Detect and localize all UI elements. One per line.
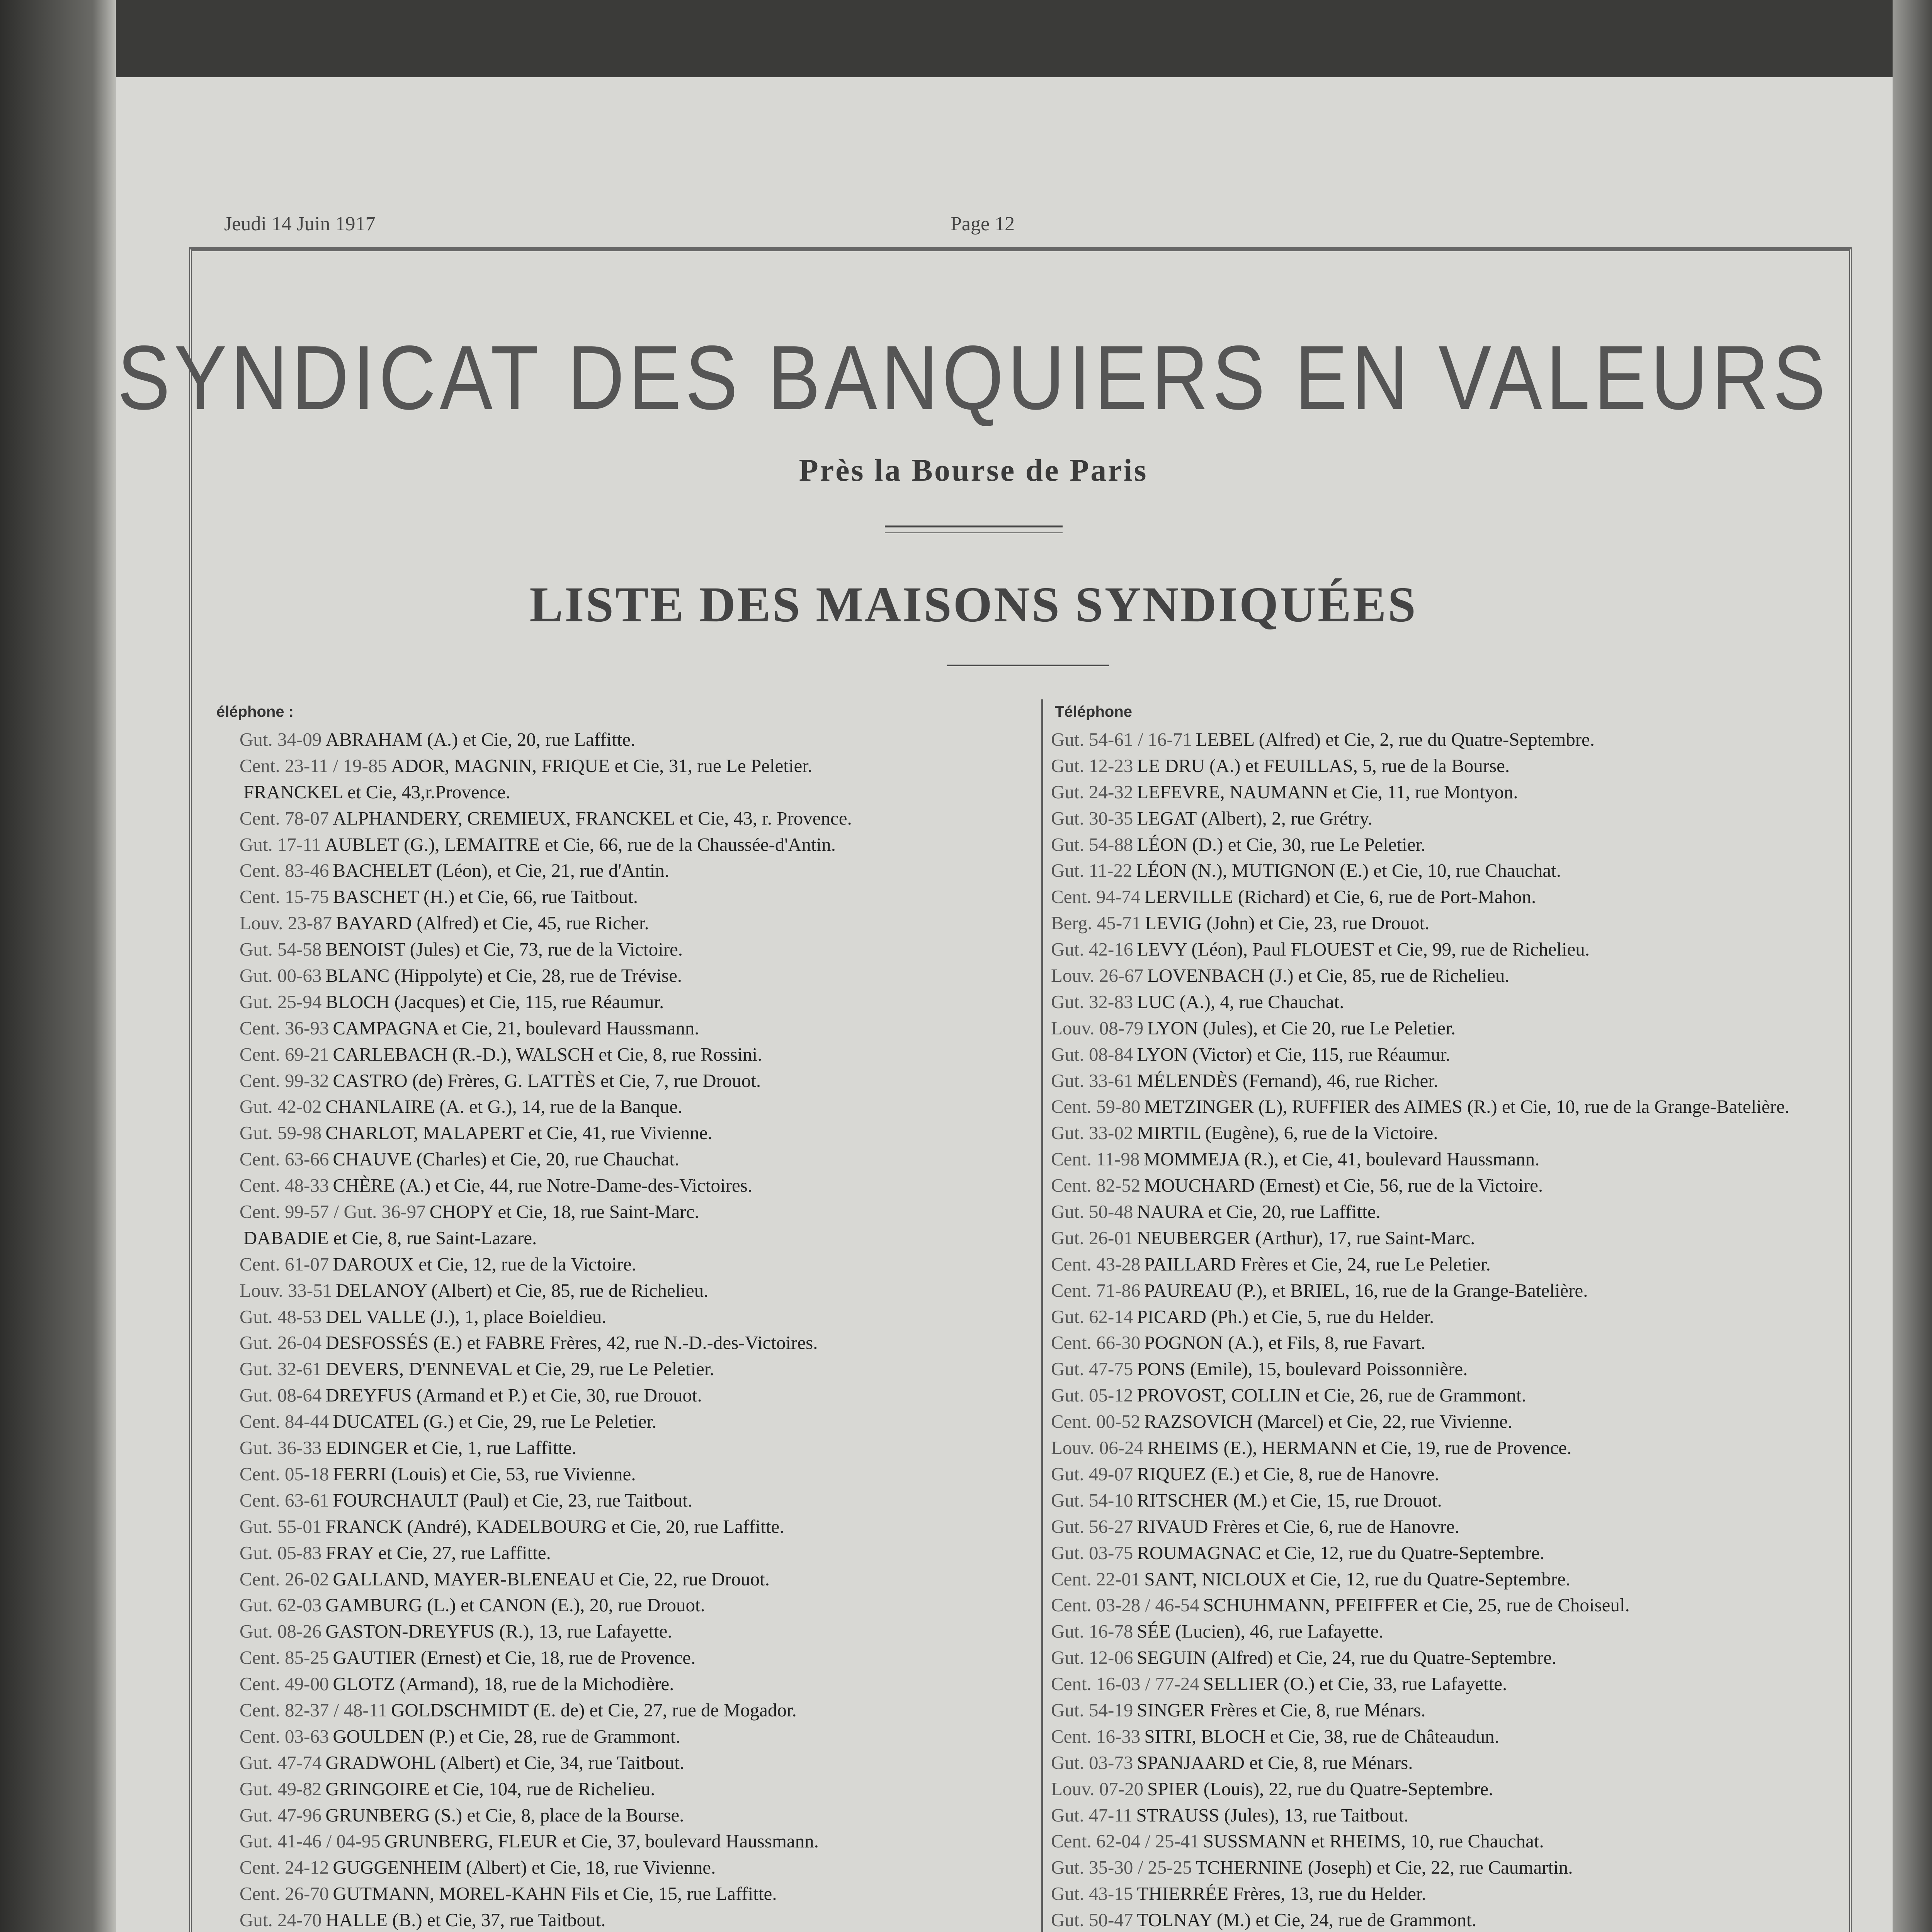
member-entry xyxy=(240,1277,852,1304)
member-entry xyxy=(1051,779,1789,805)
member-entry xyxy=(1051,1120,1789,1146)
phone-code: Gut. 49-82 xyxy=(240,1778,322,1799)
phone-code: Cent. 36-93 xyxy=(240,1017,329,1039)
member-text: SANT, NICLOUX et Cie, 12, rue du Quatre-Septembre. xyxy=(1144,1568,1571,1590)
member-text: SUSSMANN et RHEIMS, 10, rue Chauchat. xyxy=(1203,1830,1544,1852)
member-entry xyxy=(240,1881,852,1907)
member-entry xyxy=(1051,1251,1789,1277)
member-entry xyxy=(1051,1199,1789,1225)
member-entry xyxy=(240,1251,852,1277)
phone-code: Gut. 32-83 xyxy=(1051,991,1133,1012)
phone-code: Gut. 47-11 xyxy=(1051,1804,1133,1826)
member-entry xyxy=(240,1356,852,1382)
member-entry xyxy=(240,963,852,989)
member-entry xyxy=(240,1408,852,1435)
member-text: METZINGER (L), RUFFIER des AIMES (R.) et Cie, 10, rue de la Grange-Batelière. xyxy=(1144,1096,1790,1117)
header-page-number: Page 12 xyxy=(951,213,1015,235)
member-text: ABRAHAM (A.) et Cie, 20, rue Laffitte. xyxy=(325,729,636,750)
scan-left-edge xyxy=(0,0,116,1932)
member-entry xyxy=(240,884,852,910)
phone-code: Gut. 36-33 xyxy=(240,1437,322,1459)
phone-code: Cent. 83-46 xyxy=(240,860,329,881)
member-entry xyxy=(1051,1015,1789,1041)
member-entry xyxy=(1051,1802,1789,1828)
member-entry xyxy=(240,857,852,884)
member-entry xyxy=(1051,1671,1789,1697)
phone-code: Gut. 62-14 xyxy=(1051,1306,1133,1327)
phone-code: Cent. 43-28 xyxy=(1051,1253,1141,1275)
scan-right-edge xyxy=(1893,0,1932,1932)
member-entry xyxy=(1051,910,1789,936)
member-text: POGNON (A.), et Fils, 8, rue Favart. xyxy=(1144,1332,1426,1354)
member-entry xyxy=(1051,1881,1789,1907)
phone-code: Cent. 24-12 xyxy=(240,1857,329,1878)
member-entry xyxy=(240,1592,852,1618)
member-entry xyxy=(240,1487,852,1514)
phone-code: Gut. 54-58 xyxy=(240,939,322,960)
phone-code: Gut. 24-32 xyxy=(1051,781,1133,803)
phone-code: Gut. 00-63 xyxy=(240,965,322,986)
phone-code: Gut. 35-30 / 25-25 xyxy=(1051,1857,1192,1878)
member-text: DREYFUS (Armand et P.) et Cie, 30, rue Drouot. xyxy=(325,1384,702,1406)
phone-code: Gut. 54-61 / 16-71 xyxy=(1051,729,1192,750)
member-entry xyxy=(1051,1041,1789,1068)
member-text: GUGGENHEIM (Albert) et Cie, 18, rue Vivienne. xyxy=(333,1857,716,1878)
phone-code: Louv. 23-87 xyxy=(240,912,332,934)
phone-code: Cent. 26-02 xyxy=(240,1568,329,1590)
member-text: GALLAND, MAYER-BLENEAU et Cie, 22, rue Drouot. xyxy=(333,1568,770,1590)
phone-code: Louv. 08-79 xyxy=(1051,1017,1144,1039)
phone-code: Cent. 16-03 / 77-24 xyxy=(1051,1673,1199,1695)
phone-code: Gut. 42-16 xyxy=(1051,939,1133,960)
member-text: FRAY et Cie, 27, rue Laffitte. xyxy=(325,1542,551,1563)
phone-code: Gut. 33-61 xyxy=(1051,1070,1133,1091)
column-separator xyxy=(1041,699,1043,1932)
phone-code: Gut. 12-06 xyxy=(1051,1647,1133,1668)
member-entry xyxy=(240,1068,852,1094)
member-text: FOURCHAULT (Paul) et Cie, 23, rue Taitbout. xyxy=(333,1489,693,1511)
member-text: BENOIST (Jules) et Cie, 73, rue de la Victoire. xyxy=(325,939,683,960)
member-entry xyxy=(240,1015,852,1041)
member-text: DELANOY (Albert) et Cie, 85, rue de Richelieu. xyxy=(336,1279,709,1301)
list-title-rule xyxy=(947,665,1109,666)
phone-code: Berg. 45-71 xyxy=(1051,912,1141,934)
member-text: LUC (A.), 4, rue Chauchat. xyxy=(1137,991,1344,1012)
member-text: BLANC (Hippolyte) et Cie, 28, rue de Trévise. xyxy=(325,965,682,986)
phone-code: Gut. 49-07 xyxy=(1051,1463,1133,1485)
phone-code: Cent. 63-61 xyxy=(240,1489,329,1511)
member-entry xyxy=(1051,989,1789,1015)
phone-code: Gut. 47-96 xyxy=(240,1804,322,1826)
member-text: ALPHANDERY, CREMIEUX, FRANCKEL et Cie, 43, r. Provence. xyxy=(333,807,852,829)
phone-code: Cent. 00-52 xyxy=(1051,1411,1141,1432)
member-entry xyxy=(240,1225,852,1251)
left-member-list xyxy=(240,726,852,1932)
member-entry xyxy=(1051,1068,1789,1094)
member-text: SINGER Frères et Cie, 8, rue Ménars. xyxy=(1137,1699,1426,1721)
member-entry xyxy=(240,1540,852,1566)
phone-code: Cent. 16-33 xyxy=(1051,1725,1141,1747)
member-entry xyxy=(240,1041,852,1068)
phone-code: Cent. 78-07 xyxy=(240,807,329,829)
member-text: GRUNBERG (S.) et Cie, 8, place de la Bourse. xyxy=(325,1804,684,1826)
phone-code: Cent. 62-04 / 25-41 xyxy=(1051,1830,1199,1852)
phone-code: Gut. 42-02 xyxy=(240,1096,322,1117)
member-text: LEFEVRE, NAUMANN et Cie, 11, rue Montyon. xyxy=(1137,781,1518,803)
member-text: CHANLAIRE (A. et G.), 14, rue de la Banque. xyxy=(325,1096,683,1117)
member-text: CASTRO (de) Frères, G. LATTÈS et Cie, 7, rue Drouot. xyxy=(333,1070,761,1091)
member-entry xyxy=(240,1907,852,1932)
member-text: FRANCKEL et Cie, 43,r.Provence. xyxy=(243,781,510,803)
member-entry xyxy=(240,1854,852,1881)
member-text: SPIER (Louis), 22, rue du Quatre-Septembre. xyxy=(1147,1778,1493,1799)
member-text: CAMPAGNA et Cie, 21, boulevard Haussmann. xyxy=(333,1017,699,1039)
member-text: BLOCH (Jacques) et Cie, 115, rue Réaumur. xyxy=(325,991,664,1012)
member-entry xyxy=(240,1750,852,1776)
member-entry xyxy=(240,910,852,936)
member-entry xyxy=(1051,1697,1789,1723)
member-text: DEL VALLE (J.), 1, place Boieldieu. xyxy=(325,1306,607,1327)
member-text: STRAUSS (Jules), 13, rue Taitbout. xyxy=(1136,1804,1409,1826)
member-text: LERVILLE (Richard) et Cie, 6, rue de Port-Mahon. xyxy=(1144,886,1536,908)
member-text: SCHUHMANN, PFEIFFER et Cie, 25, rue de Choiseul. xyxy=(1203,1594,1630,1616)
member-entry xyxy=(240,1146,852,1172)
phone-code: Gut. 05-83 xyxy=(240,1542,322,1563)
member-entry xyxy=(1051,1094,1789,1120)
scan-top-border xyxy=(0,0,1932,77)
member-entry xyxy=(1051,1487,1789,1514)
member-text: GLOTZ (Armand), 18, rue de la Michodière. xyxy=(333,1673,674,1695)
phone-code: Gut. 50-47 xyxy=(1051,1909,1133,1931)
phone-code: Cent. 26-70 xyxy=(240,1883,329,1905)
member-entry xyxy=(1051,857,1789,884)
member-entry xyxy=(240,1304,852,1330)
phone-code: Gut. 32-61 xyxy=(240,1358,322,1380)
right-column-header: Téléphone xyxy=(1055,703,1133,720)
phone-code: Louv. 26-67 xyxy=(1051,965,1144,986)
member-text: FERRI (Louis) et Cie, 53, rue Vivienne. xyxy=(333,1463,636,1485)
phone-code: Gut. 26-04 xyxy=(240,1332,322,1354)
phone-code: Cent. 05-18 xyxy=(240,1463,329,1485)
member-text: TOLNAY (M.) et Cie, 24, rue de Grammont. xyxy=(1137,1909,1477,1931)
member-entry xyxy=(1051,1172,1789,1199)
phone-code: Cent. 59-80 xyxy=(1051,1096,1141,1117)
member-entry xyxy=(240,1776,852,1802)
phone-code: Gut. 03-75 xyxy=(1051,1542,1133,1563)
member-text: NAURA et Cie, 20, rue Laffitte. xyxy=(1137,1201,1381,1223)
member-text: AUBLET (G.), LEMAITRE et Cie, 66, rue de la Chaussée-d'Antin. xyxy=(325,833,836,855)
phone-code: Gut. 59-98 xyxy=(240,1122,322,1144)
phone-code: Cent. 82-52 xyxy=(1051,1175,1141,1196)
member-text: TCHERNINE (Joseph) et Cie, 22, rue Caumartin. xyxy=(1196,1857,1573,1878)
phone-code: Gut. 33-02 xyxy=(1051,1122,1133,1144)
phone-code: Gut. 17-11 xyxy=(240,833,321,855)
phone-code: Gut. 34-09 xyxy=(240,729,322,750)
member-text: MÉLENDÈS (Fernand), 46, rue Richer. xyxy=(1137,1070,1439,1091)
phone-code: Louv. 33-51 xyxy=(240,1279,332,1301)
member-entry xyxy=(240,726,852,753)
member-text: ROUMAGNAC et Cie, 12, rue du Quatre-Septembre. xyxy=(1137,1542,1544,1563)
member-text: MIRTIL (Eugène), 6, rue de la Victoire. xyxy=(1137,1122,1438,1144)
member-entry xyxy=(1051,1723,1789,1750)
member-entry xyxy=(240,1461,852,1487)
member-entry xyxy=(1051,1618,1789,1645)
member-entry xyxy=(1051,1408,1789,1435)
member-text: CHÈRE (A.) et Cie, 44, rue Notre-Dame-des-Victoires. xyxy=(333,1175,752,1196)
phone-code: Cent. 69-21 xyxy=(240,1043,329,1065)
title-rule xyxy=(885,526,1063,527)
phone-code: Louv. 07-20 xyxy=(1051,1778,1144,1799)
left-column-header: éléphone : xyxy=(216,703,294,720)
member-text: CHOPY et Cie, 18, rue Saint-Marc. xyxy=(429,1201,699,1223)
member-text: GAUTIER (Ernest) et Cie, 18, rue de Provence. xyxy=(333,1647,696,1668)
member-text: FRANCK (André), KADELBOURG et Cie, 20, rue Laffitte. xyxy=(325,1515,784,1537)
member-entry xyxy=(1051,1645,1789,1671)
phone-code: Gut. 30-35 xyxy=(1051,807,1133,829)
phone-code: Gut. 55-01 xyxy=(240,1515,322,1537)
member-text: LE DRU (A.) et FEUILLAS, 5, rue de la Bourse. xyxy=(1137,755,1510,776)
right-member-list xyxy=(1051,726,1789,1932)
member-entry xyxy=(1051,1461,1789,1487)
member-entry xyxy=(1051,1382,1789,1408)
member-entry xyxy=(1051,1277,1789,1304)
phone-code: Gut. 47-75 xyxy=(1051,1358,1133,1380)
member-text: GOULDEN (P.) et Cie, 28, rue de Grammont. xyxy=(333,1725,680,1747)
member-text: LYON (Victor) et Cie, 115, rue Réaumur. xyxy=(1137,1043,1451,1065)
member-entry xyxy=(1051,805,1789,832)
phone-code: Gut. 12-23 xyxy=(1051,755,1133,776)
member-entry xyxy=(1051,1854,1789,1881)
member-text: LYON (Jules), et Cie 20, rue Le Peletier. xyxy=(1147,1017,1456,1039)
phone-code: Gut. 54-19 xyxy=(1051,1699,1133,1721)
phone-code: Cent. 99-57 / Gut. 36-97 xyxy=(240,1201,426,1223)
phone-code: Gut. 50-48 xyxy=(1051,1201,1133,1223)
phone-code: Gut. 41-46 / 04-95 xyxy=(240,1830,381,1852)
phone-code: Gut. 05-12 xyxy=(1051,1384,1133,1406)
member-entry xyxy=(1051,1225,1789,1251)
phone-code: Cent. 49-00 xyxy=(240,1673,329,1695)
member-entry xyxy=(240,1671,852,1697)
member-text: DABADIE et Cie, 8, rue Saint-Lazare. xyxy=(243,1227,537,1248)
member-text: RIQUEZ (E.) et Cie, 8, rue de Hanovre. xyxy=(1137,1463,1439,1485)
member-text: SITRI, BLOCH et Cie, 38, rue de Châteaudun. xyxy=(1144,1725,1499,1747)
phone-code: Gut. 03-73 xyxy=(1051,1752,1133,1773)
member-entry xyxy=(240,1199,852,1225)
member-entry xyxy=(1051,1514,1789,1540)
member-text: BASCHET (H.) et Cie, 66, rue Taitbout. xyxy=(333,886,638,908)
phone-code: Gut. 47-74 xyxy=(240,1752,322,1773)
member-entry xyxy=(1051,1146,1789,1172)
phone-code: Cent. 66-30 xyxy=(1051,1332,1141,1354)
member-text: PONS (Emile), 15, boulevard Poissonnière. xyxy=(1137,1358,1468,1380)
member-entry xyxy=(1051,1907,1789,1932)
phone-code: Cent. 61-07 xyxy=(240,1253,329,1275)
member-entry xyxy=(240,1514,852,1540)
member-text: PROVOST, COLLIN et Cie, 26, rue de Grammont. xyxy=(1137,1384,1526,1406)
member-entry xyxy=(240,1435,852,1461)
member-entry xyxy=(1051,963,1789,989)
phone-code: Cent. 63-66 xyxy=(240,1148,329,1170)
phone-code: Cent. 23-11 / 19-85 xyxy=(240,755,387,776)
phone-code: Cent. 71-86 xyxy=(1051,1279,1141,1301)
member-text: NEUBERGER (Arthur), 17, rue Saint-Marc. xyxy=(1137,1227,1475,1248)
phone-code: Gut. 48-53 xyxy=(240,1306,322,1327)
phone-code: Gut. 08-26 xyxy=(240,1621,322,1642)
member-text: SPANJAARD et Cie, 8, rue Ménars. xyxy=(1137,1752,1413,1773)
member-text: BACHELET (Léon), et Cie, 21, rue d'Antin. xyxy=(333,860,670,881)
member-text: GASTON-DREYFUS (R.), 13, rue Lafayette. xyxy=(325,1621,672,1642)
phone-code: Gut. 54-10 xyxy=(1051,1489,1133,1511)
phone-code: Cent. 94-74 xyxy=(1051,886,1141,908)
member-text: LÉON (N.), MUTIGNON (E.) et Cie, 10, rue Chauchat. xyxy=(1136,860,1561,881)
member-entry xyxy=(240,1330,852,1356)
member-entry xyxy=(240,1618,852,1645)
member-text: BAYARD (Alfred) et Cie, 45, rue Richer. xyxy=(336,912,649,934)
member-text: LOVENBACH (J.) et Cie, 85, rue de Richelieu. xyxy=(1147,965,1510,986)
member-text: DAROUX et Cie, 12, rue de la Victoire. xyxy=(333,1253,636,1275)
header-date: Jeudi 14 Juin 1917 xyxy=(224,213,376,235)
member-entry xyxy=(1051,936,1789,963)
title-rule-thin xyxy=(885,532,1063,533)
member-text: CARLEBACH (R.-D.), WALSCH et Cie, 8, rue Rossini. xyxy=(333,1043,762,1065)
member-text: PICARD (Ph.) et Cie, 5, rue du Helder. xyxy=(1137,1306,1434,1327)
member-text: ADOR, MAGNIN, FRIQUE et Cie, 31, rue Le Peletier. xyxy=(391,755,813,776)
page-subtitle: Près la Bourse de Paris xyxy=(799,452,1148,488)
phone-code: Cent. 99-32 xyxy=(240,1070,329,1091)
member-text: CHAUVE (Charles) et Cie, 20, rue Chauchat. xyxy=(333,1148,680,1170)
member-text: THIERRÉE Frères, 13, rue du Helder. xyxy=(1137,1883,1426,1905)
member-text: LEBEL (Alfred) et Cie, 2, rue du Quatre-Septembre. xyxy=(1196,729,1595,750)
member-text: RAZSOVICH (Marcel) et Cie, 22, rue Vivienne. xyxy=(1144,1411,1513,1432)
member-entry xyxy=(240,1802,852,1828)
member-entry xyxy=(240,1566,852,1592)
member-text: SEGUIN (Alfred) et Cie, 24, rue du Quatre-Septembre. xyxy=(1137,1647,1557,1668)
member-text: SÉE (Lucien), 46, rue Lafayette. xyxy=(1137,1621,1384,1642)
member-text: GAMBURG (L.) et CANON (E.), 20, rue Drouot. xyxy=(325,1594,705,1616)
phone-code: Gut. 62-03 xyxy=(240,1594,322,1616)
member-entry xyxy=(1051,1776,1789,1802)
member-text: EDINGER et Cie, 1, rue Laffitte. xyxy=(325,1437,577,1459)
member-text: RHEIMS (E.), HERMANN et Cie, 19, rue de Provence. xyxy=(1147,1437,1572,1459)
member-text: GOLDSCHMIDT (E. de) et Cie, 27, rue de Mogador. xyxy=(391,1699,797,1721)
member-text: PAILLARD Frères et Cie, 24, rue Le Peletier. xyxy=(1144,1253,1491,1275)
member-text: MOUCHARD (Ernest) et Cie, 56, rue de la Victoire. xyxy=(1144,1175,1543,1196)
member-entry xyxy=(240,989,852,1015)
phone-code: Cent. 15-75 xyxy=(240,886,329,908)
member-entry xyxy=(1051,884,1789,910)
member-text: GRINGOIRE et Cie, 104, rue de Richelieu. xyxy=(325,1778,655,1799)
member-entry xyxy=(240,1697,852,1723)
member-entry xyxy=(240,832,852,858)
list-title: LISTE DES MAISONS SYNDIQUÉES xyxy=(529,577,1417,633)
member-text: DEVERS, D'ENNEVAL et Cie, 29, rue Le Peletier. xyxy=(325,1358,714,1380)
member-entry xyxy=(240,1828,852,1854)
phone-code: Cent. 82-37 / 48-11 xyxy=(240,1699,387,1721)
phone-code: Cent. 11-98 xyxy=(1051,1148,1140,1170)
page-title: SYNDICAT DES BANQUIERS EN VALEURS xyxy=(117,327,1830,429)
member-entry xyxy=(240,1723,852,1750)
member-text: DESFOSSÉS (E.) et FABRE Frères, 42, rue N.-D.-des-Victoires. xyxy=(325,1332,818,1354)
member-entry xyxy=(1051,726,1789,753)
phone-code: Cent. 85-25 xyxy=(240,1647,329,1668)
phone-code: Gut. 24-70 xyxy=(240,1909,322,1931)
phone-code: Cent. 84-44 xyxy=(240,1411,329,1432)
member-text: GUTMANN, MOREL-KAHN Fils et Cie, 15, rue Laffitte. xyxy=(333,1883,777,1905)
phone-code: Gut. 16-78 xyxy=(1051,1621,1133,1642)
phone-code: Cent. 22-01 xyxy=(1051,1568,1141,1590)
member-entry xyxy=(1051,1566,1789,1592)
phone-code: Louv. 06-24 xyxy=(1051,1437,1144,1459)
phone-code: Cent. 48-33 xyxy=(240,1175,329,1196)
member-text: RIVAUD Frères et Cie, 6, rue de Hanovre. xyxy=(1137,1515,1459,1537)
member-entry xyxy=(1051,1435,1789,1461)
member-entry xyxy=(1051,1304,1789,1330)
member-entry xyxy=(240,805,852,832)
phone-code: Gut. 56-27 xyxy=(1051,1515,1133,1537)
member-entry xyxy=(1051,1330,1789,1356)
phone-code: Cent. 03-28 / 46-54 xyxy=(1051,1594,1199,1616)
member-entry xyxy=(1051,753,1789,779)
phone-code: Gut. 43-15 xyxy=(1051,1883,1133,1905)
member-text: DUCATEL (G.) et Cie, 29, rue Le Peletier. xyxy=(333,1411,657,1432)
member-text: PAUREAU (P.), et BRIEL, 16, rue de la Grange-Batelière. xyxy=(1144,1279,1588,1301)
phone-code: Cent. 03-63 xyxy=(240,1725,329,1747)
member-text: RITSCHER (M.) et Cie, 15, rue Drouot. xyxy=(1137,1489,1442,1511)
member-entry xyxy=(1051,1592,1789,1618)
phone-code: Gut. 08-64 xyxy=(240,1384,322,1406)
phone-code: Gut. 08-84 xyxy=(1051,1043,1133,1065)
member-entry xyxy=(1051,1750,1789,1776)
member-text: LEVIG (John) et Cie, 23, rue Drouot. xyxy=(1145,912,1430,934)
member-text: GRADWOHL (Albert) et Cie, 34, rue Taitbout. xyxy=(325,1752,685,1773)
member-text: LEGAT (Albert), 2, rue Grétry. xyxy=(1137,807,1372,829)
member-entry xyxy=(240,1172,852,1199)
member-entry xyxy=(240,1120,852,1146)
member-text: CHARLOT, MALAPERT et Cie, 41, rue Vivienne. xyxy=(325,1122,713,1144)
member-entry xyxy=(1051,1828,1789,1854)
member-entry xyxy=(1051,1356,1789,1382)
member-entry xyxy=(240,753,852,779)
member-text: LEVY (Léon), Paul FLOUEST et Cie, 99, rue de Richelieu. xyxy=(1137,939,1590,960)
member-entry xyxy=(1051,832,1789,858)
member-entry xyxy=(1051,1540,1789,1566)
member-text: LÉON (D.) et Cie, 30, rue Le Peletier. xyxy=(1137,833,1426,855)
member-entry xyxy=(240,936,852,963)
member-entry xyxy=(240,1645,852,1671)
phone-code: Gut. 26-01 xyxy=(1051,1227,1133,1248)
member-entry xyxy=(240,1382,852,1408)
member-text: MOMMEJA (R.), et Cie, 41, boulevard Haussmann. xyxy=(1143,1148,1540,1170)
member-text: HALLE (B.) et Cie, 37, rue Taitbout. xyxy=(325,1909,606,1931)
member-entry xyxy=(240,1094,852,1120)
member-text: GRUNBERG, FLEUR et Cie, 37, boulevard Haussmann. xyxy=(384,1830,819,1852)
phone-code: Gut. 54-88 xyxy=(1051,833,1133,855)
member-entry xyxy=(240,779,852,805)
phone-code: Gut. 25-94 xyxy=(240,991,322,1012)
member-text: SELLIER (O.) et Cie, 33, rue Lafayette. xyxy=(1203,1673,1507,1695)
phone-code: Gut. 11-22 xyxy=(1051,860,1133,881)
